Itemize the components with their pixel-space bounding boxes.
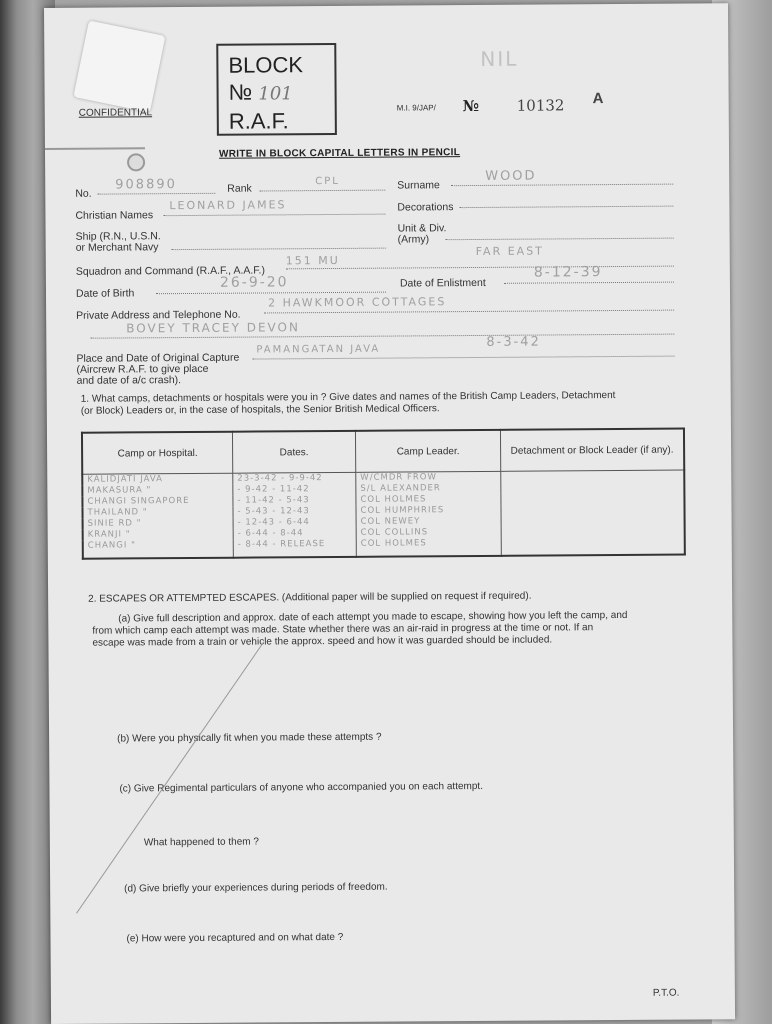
question-2c-followup: What happened to them ? [143,836,259,849]
paper-tag [73,20,165,112]
table-row: CHANGI SINGAPORE - 11-42 - 5-43 COL HOLMES [82,493,684,508]
question-2c: (c) Give Regimental particulars of anyone who accompanied you on each attempt. [119,780,484,795]
question-2e: (e) How were you recaptured and on what date ? [126,931,344,945]
address-value-2: BOVEY TRACEY DEVON [126,320,301,336]
serial-suffix: A [592,90,604,108]
instruction-heading: WRITE IN BLOCK CAPITAL LETTERS IN PENCIL [218,147,461,160]
decorations-label: Decorations [397,201,454,214]
no-label: No. [75,187,92,200]
enlistment-label: Date of Enlistment [399,276,486,290]
capture-date: 8-3-42 [486,334,541,350]
squadron-label: Squadron and Command (R.A.F., A.A.F.) [75,264,265,278]
ref-code: M.I. 9/JAP/ [396,103,436,113]
table-row: KALIDJATI JAVA 23-3-42 - 9-9-42 W/CMDR FROW [82,470,684,486]
question-2b: (b) Were you physically fit when you made these attempts ? [117,731,382,745]
rank-value: CPL [315,175,340,188]
serial-number: 10132 [516,96,565,115]
table-row: CHANGI " - 8-44 - RELEASE COL HOLMES [83,537,685,559]
pto-label: P.T.O. [652,987,680,999]
pencil-note: NIL [480,46,519,71]
table-row: MAKASURA " - 9-42 - 11-42 S/L ALEXANDER [82,482,684,497]
unit-label: Unit & Div. (Army) [397,222,447,246]
grommet-icon [127,153,145,171]
treasury-tag-string [45,147,145,150]
form-page [44,3,735,1024]
pencil-diagonal-line [76,641,264,913]
squadron-value-2: FAR EAST [475,244,544,258]
stamp-line1: BLOCK [228,52,304,78]
dob-value: 26-9-20 [219,274,289,291]
surname-label: Surname [397,179,440,192]
enlistment-value: 8-12-39 [533,264,603,281]
header-detachment: Detachment or Block Leader (if any). [500,429,684,472]
table-row: THAILAND " - 5-43 - 12-43 COL HUMPHRIES [82,504,684,519]
address-label: Private Address and Telephone No. [76,308,241,322]
squadron-value: 151 MU [285,253,340,268]
table-row: SINIE RD " - 12-43 - 6-44 COL NEWEY [83,515,685,530]
christian-names-value: LEONARD JAMES [169,198,287,213]
capture-place: PAMANGATAN JAVA [256,343,381,356]
camps-table [81,428,686,560]
header-leader: Camp Leader. [355,430,500,473]
address-value-1: 2 HAWKMOOR COTTAGES [268,295,447,310]
question-2a: (a) Give full description and approx. date of each attempt you made to escape, showing how you left the camp, and from which camp each attempt was made. State whether there was an air-raid in progress at the time or not. If an escape was made from a train or vehicle the approx. speed and how it was guarded should be included. [92,609,628,649]
dob-label: Date of Birth [75,287,135,300]
header-dates: Dates. [232,431,355,473]
surname-value: WOOD [485,168,537,184]
header-camp: Camp or Hospital. [82,432,233,475]
capture-label: Place and Date of Original Capture (Aircrew R.A.F. to give place and date of a/c crash). [76,351,240,387]
ship-label: Ship (R.N., U.S.N. or Merchant Navy [75,230,161,254]
christian-names-label: Christian Names [75,209,154,222]
confidential-label: CONFIDENTIAL [78,107,153,119]
block-stamp [216,43,337,136]
rank-label: Rank [227,182,252,195]
question-2-title: 2. ESCAPES OR ATTEMPTED ESCAPES. (Additional paper will be supplied on request if required). [88,590,532,605]
question-2d: (d) Give briefly your experiences during periods of freedom. [124,881,388,895]
stamp-line3: R.A.F. [228,108,289,134]
no-symbol: № [462,96,480,116]
stamp-number: 101 [258,83,293,105]
no-value: 908890 [115,177,177,193]
stamp-no: № [228,79,253,105]
table-row: KRANJI " - 6-44 - 8-44 COL COLLINS [83,526,685,541]
question-1: 1. What camps, detachments or hospitals were you in ? Give dates and names of the British Camp Leaders, Detachment (or Block) Leaders or, in the case of hospitals, the Senior British Medical Officers. [80,390,616,417]
table-header-row [82,429,684,475]
